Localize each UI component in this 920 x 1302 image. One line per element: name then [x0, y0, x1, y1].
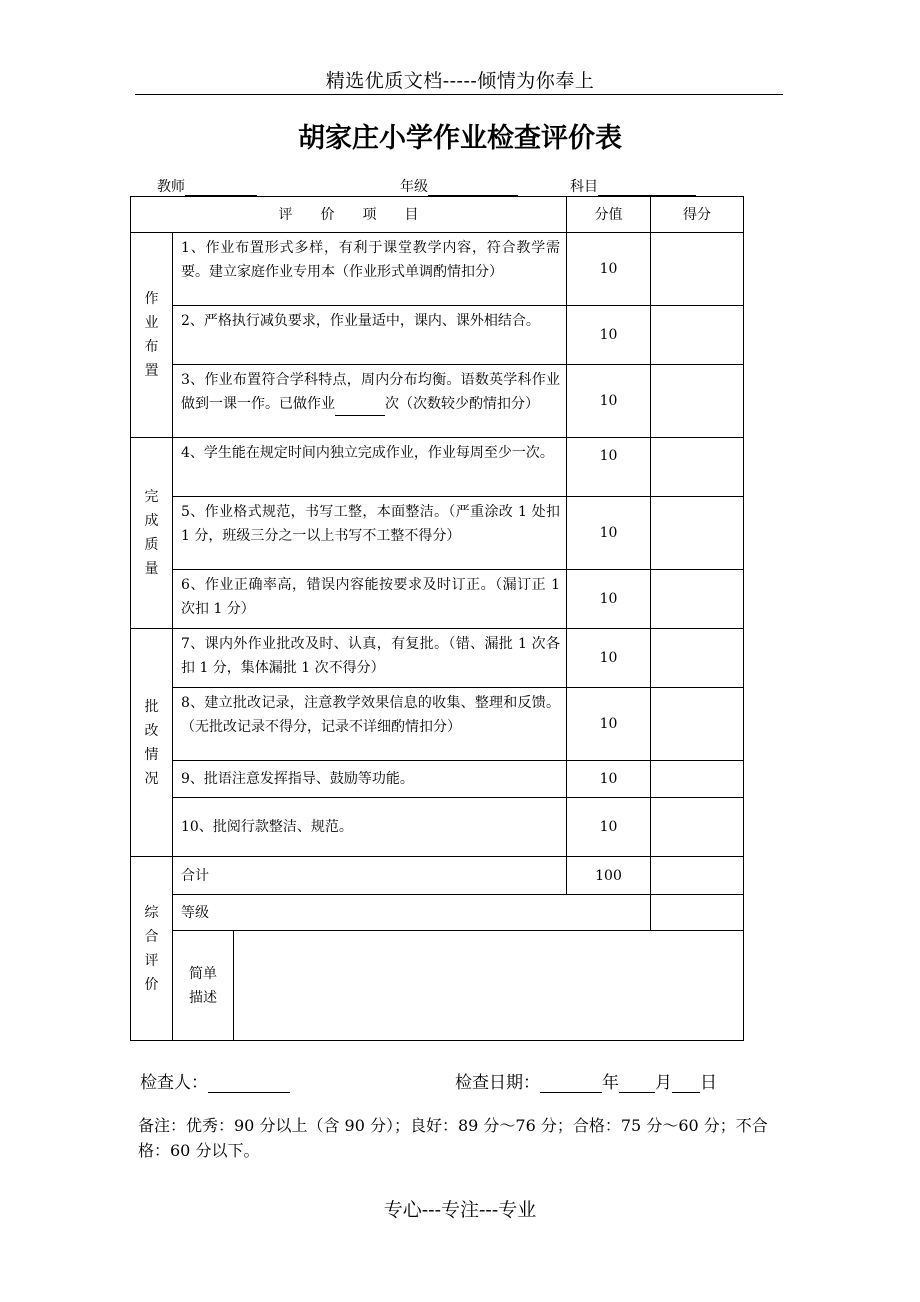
teacher-field — [157, 176, 257, 196]
grade-blank[interactable] — [428, 181, 518, 196]
inspector-label: 检查人： — [140, 1073, 208, 1093]
total-row — [131, 857, 744, 895]
teacher-label: 教师 — [157, 179, 185, 195]
item-text: 3、作业布置符合学科特点，周内分布均衡。语数英学科作业做到一课一作。已做作业 次（次数较少酌情扣分） — [173, 365, 567, 438]
day-blank[interactable] — [672, 1075, 700, 1093]
item-text: 2、严格执行减负要求，作业量适中，课内、课外相结合。 — [173, 306, 567, 365]
category-quality: 完 成 质 量 — [131, 438, 173, 629]
table-row — [131, 233, 744, 306]
item-got-cell[interactable] — [651, 798, 744, 857]
item-text: 6、作业正确率高，错误内容能按要求及时订正。（漏订正 1 次扣 1 分） — [173, 570, 567, 629]
subject-field — [570, 176, 696, 196]
item-text: 5、作业格式规范，书写工整，本面整洁。（严重涂改 1 处扣 1 分，班级三分之一以上书写不工整不得分） — [173, 497, 567, 570]
item-got-cell[interactable] — [651, 761, 744, 798]
item-got-cell[interactable] — [651, 497, 744, 570]
description-cell[interactable] — [234, 931, 744, 1041]
page-header: 精选优质文档-----倾情为你奉上 — [325, 70, 595, 92]
description-row — [131, 931, 744, 1041]
inspector-blank[interactable] — [208, 1075, 290, 1093]
header-got: 得分 — [651, 197, 744, 233]
grade-label: 等级 — [173, 895, 651, 931]
table-row — [131, 306, 744, 365]
date-field — [455, 1068, 717, 1093]
grade-row — [131, 895, 744, 931]
evaluation-table — [130, 196, 744, 1041]
grade-field — [400, 176, 518, 196]
total-label: 合计 — [173, 857, 567, 895]
grade-value-cell[interactable] — [651, 895, 744, 931]
grade-label: 年级 — [400, 179, 428, 195]
month-blank[interactable] — [619, 1075, 655, 1093]
table-row — [131, 629, 744, 688]
item-score: 10 — [567, 497, 651, 570]
page-title: 胡家庄小学作业检查评价表 — [298, 123, 622, 154]
item-got-cell[interactable] — [651, 306, 744, 365]
month-label: 月 — [655, 1073, 672, 1093]
year-label: 年 — [602, 1073, 619, 1093]
inspector-field — [140, 1068, 290, 1093]
table-row — [131, 570, 744, 629]
item-text: 1、作业布置形式多样，有利于课堂教学内容，符合教学需要。建立家庭作业专用本（作业形式单调酌情扣分） — [173, 233, 567, 306]
item-text: 10、批阅行款整洁、规范。 — [173, 798, 567, 857]
table-row — [131, 497, 744, 570]
item-got-cell[interactable] — [651, 629, 744, 688]
item-score: 10 — [567, 306, 651, 365]
item-text: 4、学生能在规定时间内独立完成作业，作业每周至少一次。 — [173, 438, 567, 497]
year-blank[interactable] — [540, 1075, 602, 1093]
item-score: 10 — [567, 798, 651, 857]
total-got-cell[interactable] — [651, 857, 744, 895]
item-text: 7、课内外作业批改及时、认真，有复批。（错、漏批 1 次各扣 1 分，集体漏批 1 次不得分） — [173, 629, 567, 688]
item-got-cell[interactable] — [651, 570, 744, 629]
grading-note: 备注：优秀：90 分以上（含 90 分）；良好：89 分～76 分；合格：75 分～60 分；不合格：60 分以下。 — [138, 1116, 768, 1160]
table-row — [131, 688, 744, 761]
subject-blank[interactable] — [598, 181, 696, 196]
item-score: 10 — [567, 570, 651, 629]
item-score: 10 — [567, 438, 651, 497]
item-got-cell[interactable] — [651, 438, 744, 497]
item-score: 10 — [567, 365, 651, 438]
table-row — [131, 798, 744, 857]
description-label: 简单 描述 — [173, 931, 234, 1041]
item-score: 10 — [567, 688, 651, 761]
date-label: 检查日期： — [455, 1073, 540, 1093]
item-text: 9、批语注意发挥指导、鼓励等功能。 — [173, 761, 567, 798]
header-divider — [135, 94, 783, 95]
category-grading: 批 改 情 况 — [131, 629, 173, 857]
table-row — [131, 761, 744, 798]
table-row — [131, 438, 744, 497]
total-score: 100 — [567, 857, 651, 895]
homework-count-blank[interactable] — [335, 399, 385, 416]
item-got-cell[interactable] — [651, 688, 744, 761]
teacher-blank[interactable] — [185, 181, 257, 196]
page-footer: 专心---专注---专业 — [383, 1199, 537, 1221]
subject-label: 科目 — [570, 179, 598, 195]
item-score: 10 — [567, 761, 651, 798]
header-score: 分值 — [567, 197, 651, 233]
table-row — [131, 365, 744, 438]
category-assignment: 作 业 布 置 — [131, 233, 173, 438]
category-summary: 综 合 评 价 — [131, 857, 173, 1041]
item-got-cell[interactable] — [651, 233, 744, 306]
item-score: 10 — [567, 233, 651, 306]
table-header-row — [131, 197, 744, 233]
item-got-cell[interactable] — [651, 365, 744, 438]
header-item: 评 价 项 目 — [131, 197, 567, 233]
item-score: 10 — [567, 629, 651, 688]
day-label: 日 — [700, 1073, 717, 1093]
item-text: 8、建立批改记录，注意教学效果信息的收集、整理和反馈。（无批改记录不得分，记录不详细酌情扣分） — [173, 688, 567, 761]
